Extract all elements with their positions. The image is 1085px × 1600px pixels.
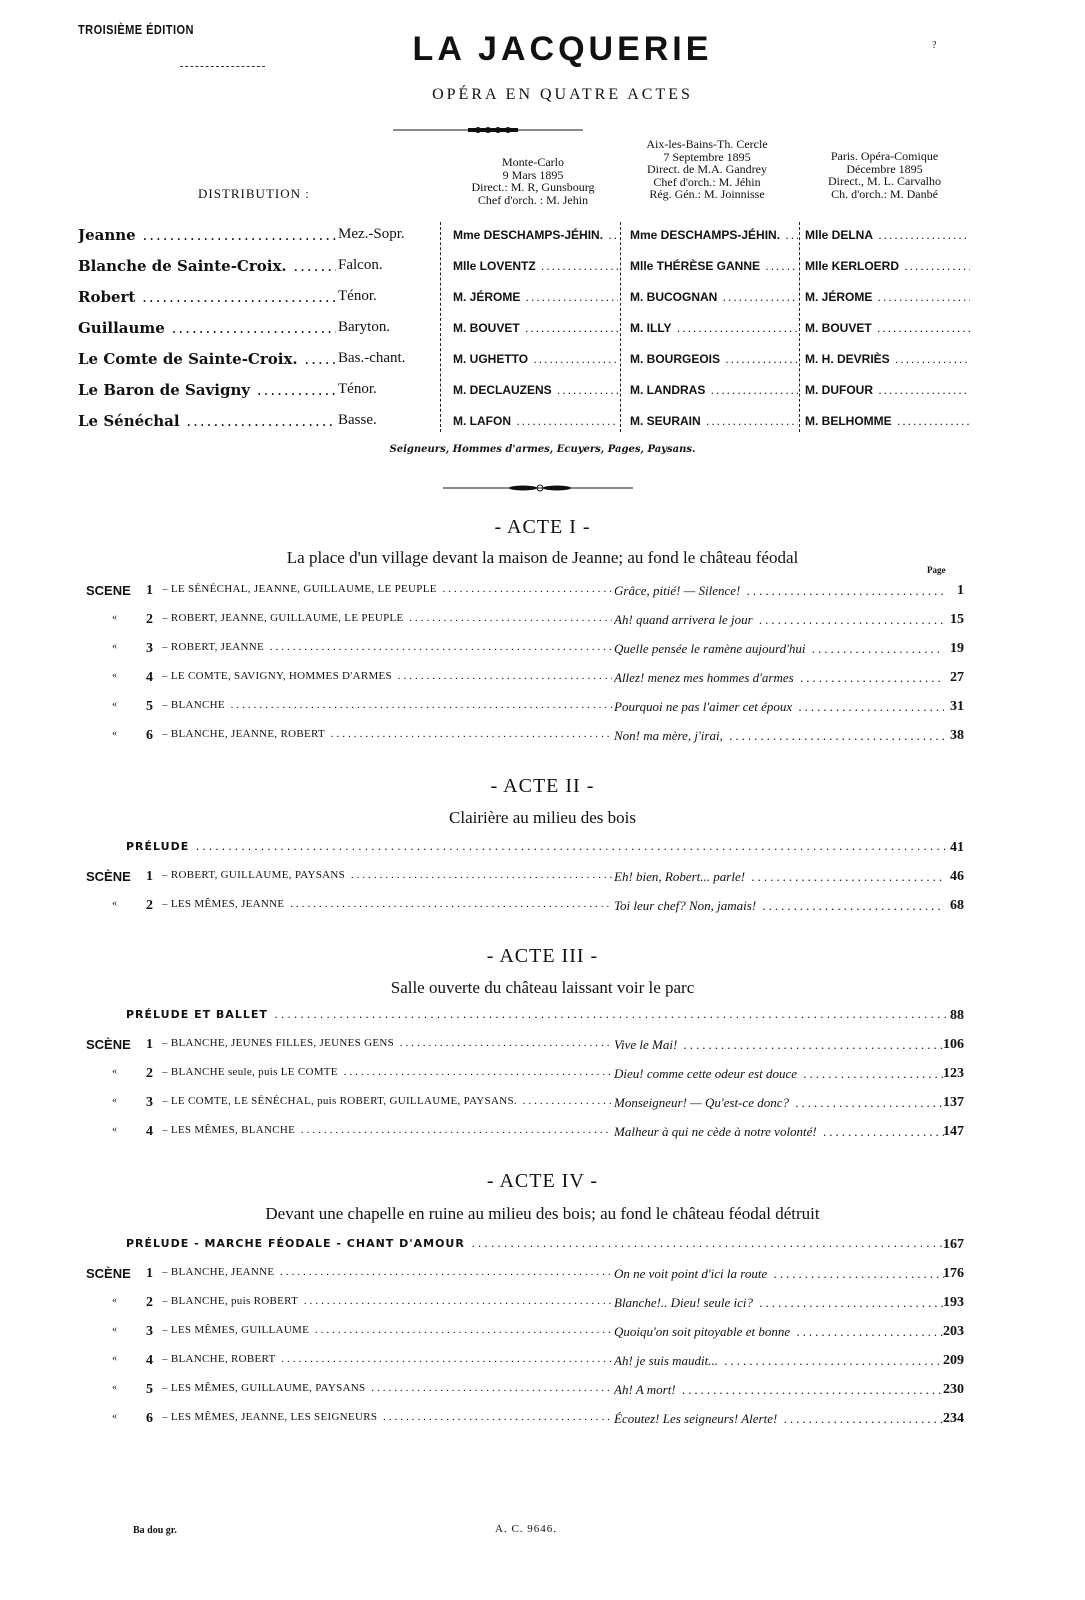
singer-paris: M. BOUVET ..... (805, 321, 970, 335)
characters-text: LES MÊMES, GUILLAUME, PAYSANS (170, 1382, 366, 1394)
characters-text: LE COMTE, LE SÉNÉCHAL, puis ROBERT, GUILLAUME, PAYSANS. (170, 1095, 517, 1107)
characters-text: ROBERT, GUILLAUME, PAYSANS (170, 869, 346, 881)
venue-line: Direct.: M. R, Gunsbourg (471, 180, 595, 194)
scene-label: SCÈNE (86, 1037, 131, 1052)
scene-characters: – BLANCHE, ROBERT ..... (162, 1353, 612, 1365)
page-number: 46 (950, 869, 964, 884)
singer-paris: Mlle DELNA ..... (805, 228, 970, 242)
scene-characters: – ROBERT, JEANNE ..... (162, 641, 612, 653)
scene-number: 6 (146, 1411, 153, 1426)
role-name: Blanche de Sainte-Croix. ..... (78, 257, 336, 275)
ornament-divider-top (393, 126, 583, 134)
plate-number: A. C. 9646. (495, 1523, 558, 1535)
characters-text: BLANCHE, JEUNES FILLES, JEUNES GENS (170, 1037, 395, 1049)
scene-incipit: Dieu! comme cette odeur est douce ..... (614, 1066, 944, 1082)
venue-paris (797, 150, 972, 200)
ditto-mark: « (112, 1124, 117, 1135)
scene-label: SCÈNE (86, 1266, 131, 1281)
scene-row[interactable] (86, 612, 986, 641)
scene-characters: – BLANCHE seule, puis LE COMTE ..... (162, 1066, 612, 1078)
scene-incipit: Ah! A mort! ..... (614, 1382, 944, 1398)
venue-line: Rég. Gén.: M. Joinnisse (649, 187, 765, 201)
cast-row (78, 350, 998, 381)
characters-text: BLANCHE seule, puis LE COMTE (170, 1066, 338, 1078)
edition-label: TROISIÈME ÉDITION (78, 22, 194, 37)
characters-text: LES MÊMES, GUILLAUME (170, 1324, 310, 1336)
voice-type: Ténor. (338, 288, 377, 304)
scene-number: 2 (146, 1066, 153, 1081)
ditto-mark: « (112, 1382, 117, 1393)
scene-row[interactable] (86, 699, 986, 728)
prelude-row[interactable] (86, 840, 986, 869)
characters-text: ROBERT, JEANNE (170, 641, 265, 653)
scene-number: 6 (146, 728, 153, 743)
scene-number: 3 (146, 1095, 153, 1110)
prelude-row[interactable] (86, 1008, 986, 1037)
scene-characters: – BLANCHE, JEANNE ..... (162, 1266, 612, 1278)
scene-number: 3 (146, 1324, 153, 1339)
voice-type: Bas.-chant. (338, 350, 406, 366)
venue-aix-les-bains (622, 138, 792, 201)
scene-incipit: Blanche!.. Dieu! seule ici? ..... (614, 1295, 944, 1311)
scene-characters: – BLANCHE, JEANNE, ROBERT ..... (162, 728, 612, 740)
act-title: - ACTE I - (494, 516, 591, 538)
ditto-mark: « (112, 641, 117, 652)
scene-characters: – LE SÉNÉCHAL, JEANNE, GUILLAUME, LE PEUPLE ..... (162, 583, 612, 595)
scene-number: 5 (146, 1382, 153, 1397)
role-name: Le Comte de Sainte-Croix. ..... (78, 350, 336, 368)
singer-aix-les-bains: M. ILLY ..... (630, 321, 798, 335)
venue-line: Paris. Opéra-Comique (830, 149, 939, 163)
scene-row[interactable] (86, 1324, 986, 1353)
scene-row[interactable] (86, 583, 986, 612)
page-number: 203 (943, 1324, 964, 1339)
singer-aix-les-bains: Mlle THÉRÈSE GANNE ..... (630, 259, 798, 273)
venue-line: Direct. de M.A. Gandrey (647, 162, 767, 176)
scene-number: 4 (146, 670, 153, 685)
scene-number: 4 (146, 1124, 153, 1139)
prelude-label: PRÉLUDE ET BALLET ..... (126, 1008, 946, 1021)
page-number: 88 (950, 1008, 964, 1023)
scene-number: 1 (146, 583, 153, 598)
role-name: Le Baron de Savigny ..... (78, 381, 336, 399)
role-name: Guillaume ..... (78, 319, 336, 337)
prelude-label: PRÉLUDE - MARCHE FÉODALE - CHANT D'AMOUR ..... (126, 1237, 946, 1250)
singer-paris: M. JÉROME ..... (805, 290, 970, 304)
scene-characters: – LES MÊMES, GUILLAUME, PAYSANS ..... (162, 1382, 612, 1394)
cast-row (78, 381, 998, 412)
ditto-mark: « (112, 1066, 117, 1077)
voice-type: Falcon. (338, 257, 383, 273)
scene-characters: – LE COMTE, LE SÉNÉCHAL, puis ROBERT, GUILLAUME, PAYSANS. ..... (162, 1095, 612, 1107)
page-number: 68 (950, 898, 964, 913)
characters-text: LES MÊMES, JEANNE, LES SEIGNEURS (170, 1411, 378, 1423)
cast-row (78, 319, 998, 350)
scene-characters: – LES MÊMES, JEANNE, LES SEIGNEURS ..... (162, 1411, 612, 1423)
scene-list (86, 840, 986, 927)
singer-aix-les-bains: M. BOURGEOIS ..... (630, 352, 798, 366)
scene-number: 1 (146, 869, 153, 884)
scene-incipit: Quelle pensée le ramène aujourd'hui ..... (614, 641, 944, 657)
scene-incipit: Ah! quand arrivera le jour ..... (614, 612, 944, 628)
voice-type: Ténor. (338, 381, 377, 397)
singer-monte-carlo: Mlle LOVENTZ ..... (453, 259, 618, 273)
extras-line: Seigneurs, Hommes d'armes, Ecuyers, Pages, Paysans. (389, 444, 696, 455)
scene-incipit: Vive le Mai! ..... (614, 1037, 944, 1053)
scene-label: SCENE (86, 583, 131, 598)
characters-text: LE SÉNÉCHAL, JEANNE, GUILLAUME, LE PEUPLE (170, 583, 437, 595)
scene-number: 2 (146, 612, 153, 627)
scene-incipit: Malheur à qui ne cède à notre volonté! ..... (614, 1124, 944, 1140)
page-number: 38 (950, 728, 964, 743)
characters-text: LES MÊMES, BLANCHE (170, 1124, 296, 1136)
scene-row[interactable] (86, 1066, 986, 1095)
ditto-mark: « (112, 699, 117, 710)
page-number: 230 (943, 1382, 964, 1397)
characters-text: BLANCHE, ROBERT (170, 1353, 276, 1365)
venue-line: Décembre 1895 (846, 161, 923, 176)
scene-row[interactable] (86, 728, 986, 757)
ditto-mark: « (112, 612, 117, 623)
characters-text: BLANCHE (170, 699, 225, 711)
scene-number: 1 (146, 1266, 153, 1281)
page-number: 1 (957, 583, 964, 598)
page-number: 19 (950, 641, 964, 656)
ditto-mark: « (112, 1295, 117, 1306)
singer-monte-carlo: M. DECLAUZENS ..... (453, 383, 618, 397)
scene-incipit: Pourquoi ne pas l'aimer cet époux ..... (614, 699, 944, 715)
singer-paris: M. DUFOUR ..... (805, 383, 970, 397)
singer-monte-carlo: M. JÉROME ..... (453, 290, 618, 304)
distribution-label: DISTRIBUTION : (198, 186, 310, 201)
scene-list (86, 583, 986, 757)
scene-incipit: Grâce, pitié! — Silence! ..... (614, 583, 944, 599)
cast-list (78, 226, 998, 443)
scene-incipit: Non! ma mère, j'irai, ..... (614, 728, 944, 744)
engraver-credit: Ba dou gr. (133, 1525, 177, 1536)
ornament-divider-middle (443, 484, 633, 492)
singer-paris: M. H. DEVRIÈS ..... (805, 352, 970, 366)
ditto-mark: « (112, 728, 117, 739)
page-subtitle: OPÉRA EN QUATRE ACTES (432, 86, 693, 103)
voice-type: Basse. (338, 412, 377, 428)
scene-row[interactable] (86, 1353, 986, 1382)
venue-line: Chef d'orch.: M. Jéhin (653, 174, 761, 189)
venue-line: Ch. d'orch.: M. Danbé (831, 186, 938, 201)
scene-characters: – LE COMTE, SAVIGNY, HOMMES D'ARMES ..... (162, 670, 612, 682)
scene-incipit: Monseigneur! — Qu'est-ce donc? ..... (614, 1095, 944, 1111)
scene-row[interactable] (86, 898, 986, 927)
prelude-row[interactable] (86, 1237, 986, 1266)
characters-text: BLANCHE, JEANNE, ROBERT (170, 728, 325, 740)
page-number: 176 (943, 1266, 964, 1281)
scene-row[interactable] (86, 1266, 986, 1295)
cast-row (78, 257, 998, 288)
scene-row[interactable] (86, 1124, 986, 1153)
scene-row[interactable] (86, 1382, 986, 1411)
role-name: Robert ..... (78, 288, 336, 306)
scene-characters: – BLANCHE ..... (162, 699, 612, 711)
scene-characters: – LES MÊMES, GUILLAUME ..... (162, 1324, 612, 1336)
singer-paris: Mlle KERLOERD ..... (805, 259, 970, 273)
cast-row (78, 226, 998, 257)
ditto-mark: « (112, 1324, 117, 1335)
singer-monte-carlo: M. BOUVET ..... (453, 321, 618, 335)
scene-list (86, 1008, 986, 1153)
voice-type: Baryton. (338, 319, 391, 335)
scene-incipit: Ah! je suis maudit... ..... (614, 1353, 944, 1369)
venue-line: Direct., M. L. Carvalho (828, 174, 941, 188)
page-column-label: Page (927, 565, 946, 575)
scene-number: 4 (146, 1353, 153, 1368)
singer-aix-les-bains: M. SEURAIN ..... (630, 414, 798, 428)
scene-row[interactable] (86, 1411, 986, 1440)
page-number: 106 (943, 1037, 964, 1052)
role-name: Le Sénéchal ..... (78, 412, 336, 430)
act-setting: Devant une chapelle en ruine au milieu des bois; au fond le château féodal détruit (265, 1204, 820, 1223)
voice-type: Mez.-Sopr. (338, 226, 405, 242)
scene-row[interactable] (86, 869, 986, 898)
page-number: 193 (943, 1295, 964, 1310)
characters-text: LES MÊMES, JEANNE (170, 898, 285, 910)
prelude-label: PRÉLUDE ..... (126, 840, 946, 853)
page-number: 147 (943, 1124, 964, 1139)
act-setting: Salle ouverte du château laissant voir le parc (390, 978, 695, 997)
scene-list (86, 1237, 986, 1440)
ditto-mark: « (112, 1095, 117, 1106)
scene-number: 5 (146, 699, 153, 714)
act-setting: Clairière au milieu des bois (449, 808, 636, 827)
singer-monte-carlo: M. LAFON ..... (453, 414, 618, 428)
scene-incipit: Toi leur chef? Non, jamais! ..... (614, 898, 944, 914)
venue-line: Chef d'orch. : M. Jehin (477, 192, 589, 207)
scene-number: 1 (146, 1037, 153, 1052)
page-number: 234 (943, 1411, 964, 1426)
role-name: Jeanne ..... (78, 226, 336, 244)
page-number: 15 (950, 612, 964, 627)
act-setting: La place d'un village devant la maison de Jeanne; au fond le château féodal (286, 548, 799, 567)
scene-number: 2 (146, 898, 153, 913)
scene-characters: – ROBERT, JEANNE, GUILLAUME, LE PEUPLE ..... (162, 612, 612, 624)
singer-aix-les-bains: Mme DESCHAMPS-JÉHIN. ..... (630, 228, 798, 242)
venue-line: 7 Septembre 1895 (663, 149, 751, 164)
singer-aix-les-bains: M. LANDRAS ..... (630, 383, 798, 397)
scene-row[interactable] (86, 670, 986, 699)
page-title: LA JACQUERIE (412, 30, 713, 68)
page-number: 27 (950, 670, 964, 685)
page-number: 167 (943, 1237, 964, 1252)
singer-monte-carlo: M. UGHETTO ..... (453, 352, 618, 366)
singer-paris: M. BELHOMME ..... (805, 414, 970, 428)
scene-characters: – LES MÊMES, BLANCHE ..... (162, 1124, 612, 1136)
singer-aix-les-bains: M. BUCOGNAN ..... (630, 290, 798, 304)
page-number: 123 (943, 1066, 964, 1081)
scene-incipit: Quoiqu'on soit pitoyable et bonne ..... (614, 1324, 944, 1340)
margin-mark: ? (932, 40, 937, 51)
ditto-mark: « (112, 1353, 117, 1364)
characters-text: BLANCHE, puis ROBERT (170, 1295, 299, 1307)
cast-row (78, 412, 998, 443)
scene-number: 2 (146, 1295, 153, 1310)
ditto-mark: « (112, 898, 117, 909)
scene-characters: – LES MÊMES, JEANNE ..... (162, 898, 612, 910)
scene-incipit: Eh! bien, Robert... parle! ..... (614, 869, 944, 885)
ditto-mark: « (112, 1411, 117, 1422)
ditto-mark: « (112, 670, 117, 681)
scene-label: SCÈNE (86, 869, 131, 884)
singer-monte-carlo: Mme DESCHAMPS-JÉHIN. ..... (453, 228, 618, 242)
venue-line: 9 Mars 1895 (502, 167, 564, 182)
cast-row (78, 288, 998, 319)
page-number: 209 (943, 1353, 964, 1368)
scene-characters: – BLANCHE, puis ROBERT ..... (162, 1295, 612, 1307)
scene-row[interactable] (86, 1295, 986, 1324)
venue-line: Aix-les-Bains-Th. Cercle (646, 137, 768, 151)
act-title: - ACTE IV - (486, 1170, 599, 1192)
scene-incipit: On ne voit point d'ici la route ..... (614, 1266, 944, 1282)
characters-text: LE COMTE, SAVIGNY, HOMMES D'ARMES (170, 670, 392, 682)
scene-number: 3 (146, 641, 153, 656)
page-number: 41 (950, 840, 964, 855)
page-number: 137 (943, 1095, 964, 1110)
scene-row[interactable] (86, 641, 986, 670)
scene-incipit: Allez! menez mes hommes d'armes ..... (614, 670, 944, 686)
scene-incipit: Écoutez! Les seigneurs! Alerte! ..... (614, 1411, 944, 1427)
scene-row[interactable] (86, 1037, 986, 1066)
act-title: - ACTE II - (490, 775, 595, 797)
scene-characters: – BLANCHE, JEUNES FILLES, JEUNES GENS ..... (162, 1037, 612, 1049)
act-title: - ACTE III - (486, 945, 599, 967)
scene-characters: – ROBERT, GUILLAUME, PAYSANS ..... (162, 869, 612, 881)
scene-row[interactable] (86, 1095, 986, 1124)
page-number: 31 (950, 699, 964, 714)
venue-monte-carlo (448, 156, 618, 206)
characters-text: ROBERT, JEANNE, GUILLAUME, LE PEUPLE (170, 612, 404, 624)
venue-line: Monte-Carlo (502, 155, 564, 169)
characters-text: BLANCHE, JEANNE (170, 1266, 275, 1278)
